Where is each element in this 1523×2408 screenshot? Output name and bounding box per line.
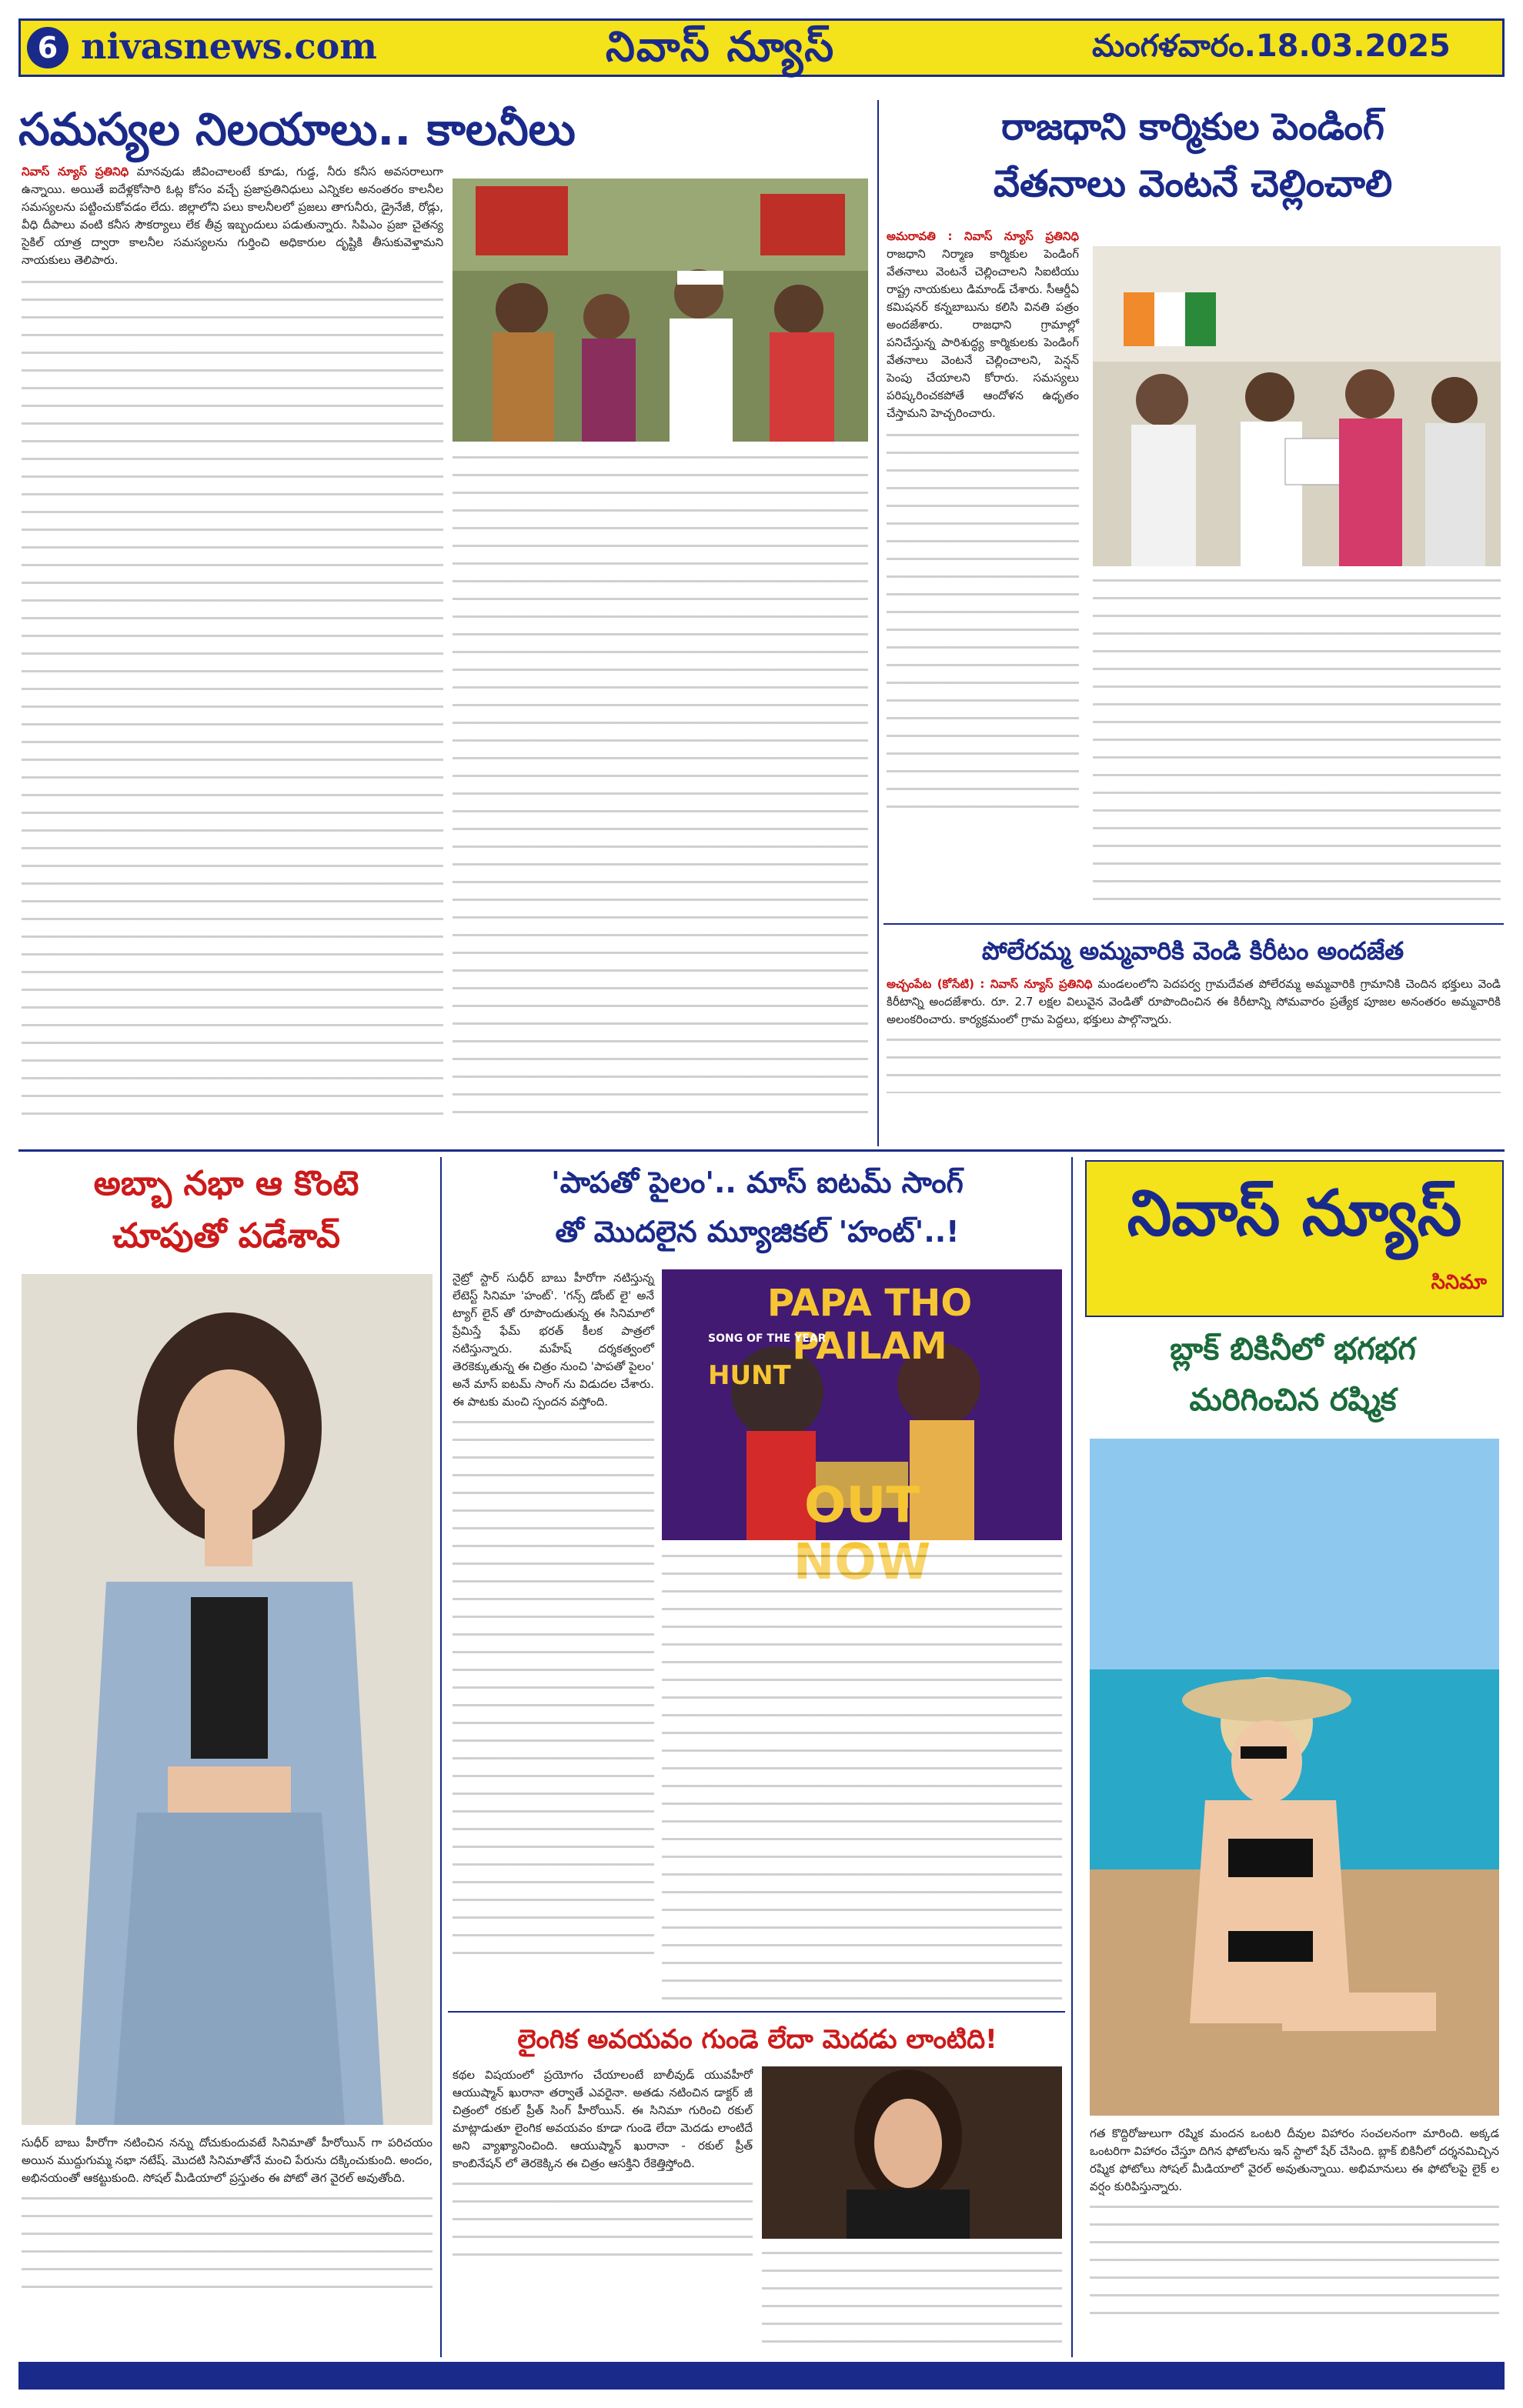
article6-text-lines: [453, 2176, 753, 2268]
article6-photo: [762, 2066, 1062, 2239]
article3-body: మండలంలోని పెదపర్వ గ్రామదేవత పోలేరమ్మ అమ్మవారికి గ్రామానికి చెందిన భక్తులు వెండి కిరీటాన్ని అందజేశారు. రూ. 2.7 లక్షల విలువైన వెండితో రూపొందించిన ఈ కిరీటాన్ని సోమవారం ప్రత్యేక పూజల అనంతరం అమ్మవారికి అలంకరించారు. కార్యక్రమంలో గ్రామ పెద్దలు, భక్తులు పాల్గొన్నారు.: [887, 977, 1501, 1026]
article2-text-lines-2: [1093, 572, 1501, 903]
footer-bar: [18, 2362, 1505, 2390]
article5-text-lines-2: [662, 1548, 1062, 2002]
site-url[interactable]: nivasnews.com: [81, 25, 377, 67]
column-divider: [877, 100, 879, 1146]
section-divider: [18, 1149, 1505, 1152]
meeting-photo-graphic: [1093, 246, 1501, 566]
cinema-text-lines: [1090, 2199, 1499, 2314]
article6-headline: లైంగిక అవయవం గుండె లేదా మెదడు లాంటిది!: [517, 2024, 997, 2055]
article3-headline: పోలేరమ్మ అమ్మవారికి వెండి కిరీటం అందజేత: [981, 936, 1404, 966]
article5-col2: [662, 1548, 1062, 2005]
brand-logo-text: నివాస్ న్యూస్: [606, 22, 836, 71]
article1-col1: [22, 163, 443, 1134]
rakul-photo-graphic: [762, 2066, 1062, 2239]
crowd-photo-graphic: [453, 178, 868, 442]
article1-text-lines: [22, 274, 443, 1120]
cinema-headline-line1: బ్లాక్ బికినీలో భగభగ: [1170, 1332, 1416, 1367]
article3-text: [887, 976, 1501, 1134]
article6-col1: [453, 2066, 753, 2353]
article5-headline-line2: తో మొదలైన మ్యూజికల్ 'హంట్'..!: [555, 1215, 960, 1249]
article1-col2: [453, 449, 868, 1134]
article5-col1: [453, 1269, 654, 2077]
article4-photo: [22, 1274, 433, 2125]
article2-headline-line2: వేతనాలు వెంటనే చెల్లించాలి: [993, 162, 1393, 205]
article6-text-lines-2: [762, 2245, 1062, 2351]
page-number-badge: 6: [27, 27, 68, 68]
article1-lead: నివాస్ న్యూస్ ప్రతినిధి: [22, 165, 129, 178]
cinema-logo-box: [1085, 1160, 1504, 1317]
hunt-poster: [662, 1269, 1062, 1591]
issue-date: మంగళవారం.18.03.2025: [1092, 28, 1451, 64]
masthead: [18, 18, 1505, 77]
article6-col2: [762, 2245, 1062, 2353]
poster-banner: OUT NOW: [793, 1477, 931, 1591]
poster-title: PAPA THO PAILAM: [767, 1282, 973, 1368]
article5-bottom-rule: [448, 2011, 1065, 2013]
article4-headline-line2: చూపుతో పడేశావ్: [112, 1216, 340, 1256]
cinema-logo: నివాస్ న్యూస్: [1127, 1177, 1462, 1250]
cinema-body: గత కొద్దిరోజులుగా రష్మిక మందన ఒంటరి దీవుల విహారం సంచలనంగా మారింది. అక్కడ ఒంటరిగా విహారం చేస్తూ దిగిన ఫోటోలను ఇన్ స్టాలో షేర్ చేసింది. బ్లాక్ బికినీలో దర్శనమిచ్చిన రష్మిక ఫోటోలు సోషల్ మీడియాలో వైరల్ అవుతున్నాయి. అభిమానులు ఈ ఫోటోలపై లైక్ ల వర్షం కురిపిస్తున్నారు.: [1090, 2126, 1499, 2193]
article4-text: [22, 2134, 433, 2353]
article2-text-lines: [887, 427, 1079, 812]
article4-text-lines: [22, 2190, 433, 2298]
article3-lead: అచ్చంపేట (కోసేటి) : నివాస్ న్యూస్ ప్రతినిధి: [887, 977, 1093, 991]
article5-headline-line1: 'పాపతో పైలం'.. మాస్ ఐటమ్ సాంగ్: [551, 1166, 964, 1199]
article4-body: సుధీర్ బాబు హీరోగా నటించిన నన్ను దోచుకుందువటే సినిమాతో హీరోయిన్ గా పరిచయం అయిన ముద్దుగుమ్మ నభా నటేష్. మొదటి సినిమాతోనే మంచి పేరును దక్కించుకుంది. అందం, అభినయంతో ఆకట్టుకుంది. సోషల్ మీడియాలో ప్రస్తుతం ఈ పోటో తెగ వైరల్ అవుతోంది.: [22, 2136, 433, 2185]
article5-text-lines: [453, 1414, 654, 1968]
article2-lead: అమరావతి : నివాస్ న్యూస్ ప్రతినిధి: [887, 229, 1079, 243]
article2-col2: [1093, 572, 1501, 911]
article5-body: నైట్రో స్టార్ సుధీర్ బాబు హీరోగా నటిస్తున్న లేటెస్ట్ సినిమా 'హంట్'. 'గన్స్ డోంట్ లై' అనే ట్యాగ్ లైన్ తో రూపొందుతున్న ఈ సినిమాలో ప్రేమిస్తే ఫేమ్ భరత్ కీలక పాత్రలో నటిస్తున్నారు. మహేష్ దర్శకత్వంలో తెరకెక్కుతున్న ఈ చిత్రం నుంచి 'పాపతో పైలం' అనే మాస్ ఐటమ్ సాంగ్ ను విడుదల చేశారు. ఈ పాటకు మంచి స్పందన వస్తోంది.: [453, 1271, 654, 1409]
article1-body: మానవుడు జీవించాలంటే కూడు, గుడ్డ, నీరు కనీస అవసరాలుగా ఉన్నాయి. అయితే ఐదేళ్లకోసారి ఓట్ల కోసం వచ్చే ప్రజాప్రతినిధులు ఎన్నికల అనంతరం కాలనీల సమస్యలను పట్టించుకోవడం లేదు. జిల్లాలోని పలు కాలనీలలో ప్రజలు తాగునీరు, డ్రైనేజీ, రోడ్లు, వీధి దీపాలు వంటి కనీస సౌకర్యాలు లేక తీవ్ర ఇబ్బందులు పడుతున్నారు. సిపిఎం ప్రజా చైతన్య సైకిల్ యాత్ర ద్వారా కాలనీల సమస్యలను గుర్తించి అధికారుల దృష్టికి తీసుకువెళ్తామని నాయకులు తెలిపారు.: [22, 165, 443, 267]
article1-headline: సమస్యల నిలయాలు.. కాలనీలు: [18, 103, 576, 155]
article3-text-lines: [887, 1032, 1501, 1093]
cinema-logo-sub: సినిమా: [1431, 1271, 1487, 1294]
poster-subtitle: SONG OF THE YEAR: [708, 1332, 827, 1345]
article2-col1: [887, 228, 1079, 911]
article2-photo: [1093, 246, 1501, 566]
poster-movie: HUNT: [708, 1360, 791, 1391]
column-divider-2: [440, 1157, 442, 2357]
actress-photo-graphic: [22, 1274, 433, 2125]
cinema-photo: [1090, 1439, 1499, 2116]
column-divider-3: [1071, 1157, 1073, 2357]
cinema-headline-line2: మరిగించిన రష్మిక: [1189, 1382, 1397, 1418]
article2-bottom-rule: [883, 923, 1504, 925]
article4-headline-line1: అబ్బా నభా ఆ కొంటె: [93, 1164, 359, 1203]
beach-photo-graphic: [1090, 1439, 1499, 2116]
article2-headline-line1: రాజధాని కార్మికుల పెండింగ్: [1001, 105, 1384, 148]
article1-text-lines-2: [453, 449, 868, 1126]
article1-photo: [453, 178, 868, 442]
article6-body: కథల విషయంలో ప్రయోగం చేయాలంటే బాలీవుడ్ యువహీరో ఆయుష్మాన్ ఖురానా తర్వాతే ఎవరైనా. అతడు నటించిన డాక్టర్ జీ చిత్రంలో రకుల్ ప్రీత్ సింగ్ హీరోయిన్. ఈ సినిమా గురించి రకుల్ మాట్లాడుతూ లైంగిక అవయవం కూడా గుండె లేదా మెదడు లాంటిదే అని వ్యాఖ్యానించింది. ఆయుష్మాన్ ఖురానా - రకుల్ ప్రీత్ కాంబినేషన్ లో తెరకెక్కిన ఈ చిత్రం ఆసక్తిని రేకెత్తిస్తోంది.: [453, 2068, 753, 2170]
cinema-text: [1090, 2125, 1499, 2353]
article2-body: రాజధాని నిర్మాణ కార్మికుల పెండింగ్ వేతనాలు వెంటనే చెల్లించాలని సిఐటియు రాష్ట్ర నాయకులు డిమాండ్ చేశారు. సీఆర్డీఏ కమిషనర్ కన్నబాబును కలిసి వినతి పత్రం అందజేశారు. రాజధాని గ్రామాల్లో పనిచేస్తున్న పారిశుద్ధ్య కార్మికులకు పెండింగ్ వేతనాలు వెంటనే చెల్లించాలని, పెన్షన్ పెంపు చేయాలని కోరారు. సమస్యలు పరిష్కరించకపోతే ఆందోళన ఉధృతం చేస్తామని హెచ్చరించారు.: [887, 247, 1079, 420]
